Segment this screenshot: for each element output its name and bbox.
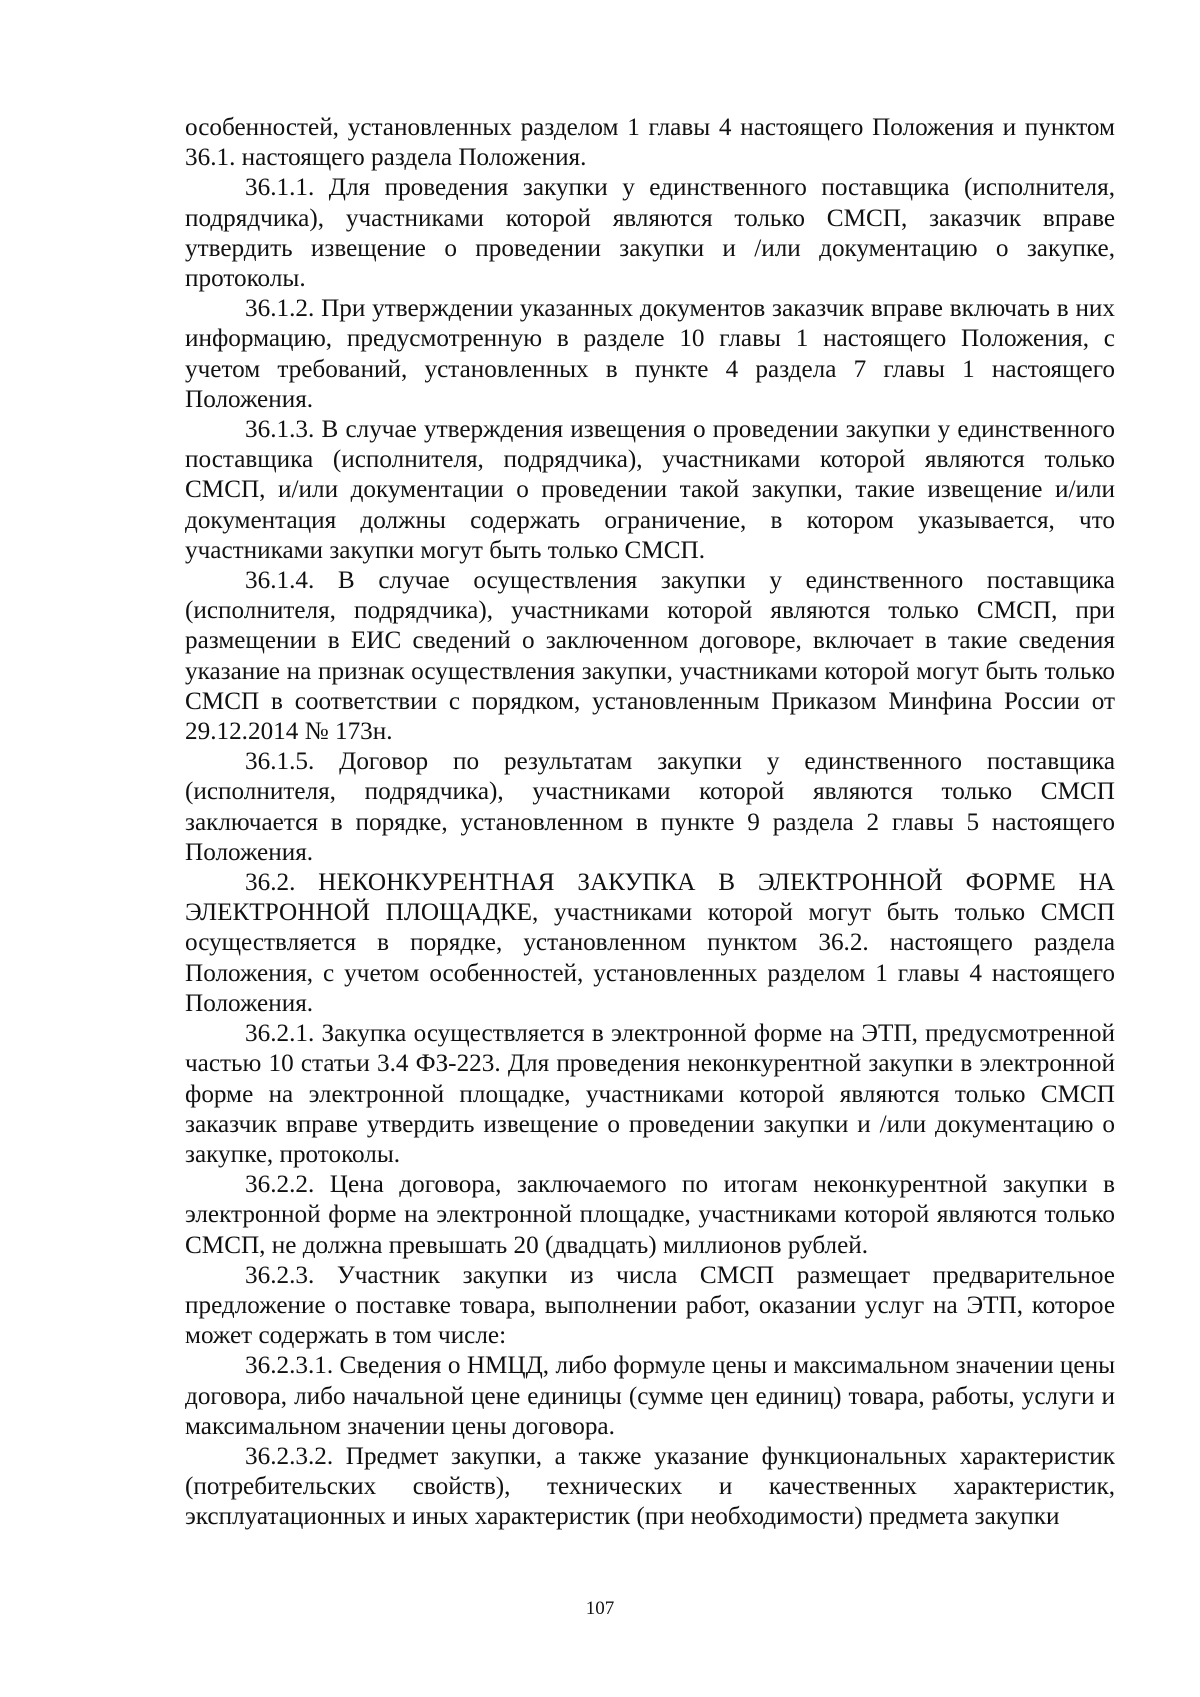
paragraph-36-2-3-2: 36.2.3.2. Предмет закупки, а также указание функциональных характеристик (потребительских свойств), технических и качественных характеристик, эксплуатационных и иных характеристик (при необходимости) предмета закупки: [185, 1442, 1115, 1531]
paragraph-continuation: особенностей, установленных разделом 1 главы 4 настоящего Положения и пунктом 36.1. настоящего раздела Положения.: [185, 114, 1115, 172]
document-body: [185, 113, 1115, 1533]
page-number: 107: [585, 1598, 615, 1619]
paragraph-36-2-2: 36.2.2. Цена договора, заключаемого по итогам неконкурентной закупки в электронной форме на электронной площадке, участниками которой являются только СМСП, не должна превышать 20 (двадцать) миллионов рублей.: [185, 1171, 1115, 1259]
paragraph-36-1-1: 36.1.1. Для проведения закупки у единственного поставщика (исполнителя, подрядчика), участниками которой являются только СМСП, заказчик вправе утвердить извещение о проведении закупки и /или документацию о закупке, протоколы.: [185, 174, 1115, 293]
paragraph-36-1-4: 36.1.4. В случае осуществления закупки у единственного поставщика (исполнителя, подрядчика), участниками которой являются только СМСП, при размещении в ЕИС сведений о заключенном договоре, включает в такие сведения указание на признак осуществления закупки, участниками которой могут быть только СМСП в соответствии с порядком, установленным Приказом Минфина России от 29.12.2014 № 173н.: [185, 567, 1115, 746]
paragraph-36-2-3: 36.2.3. Участник закупки из числа СМСП размещает предварительное предложение о поставке товара, выполнении работ, оказании услуг на ЭТП, которое может содержать в том числе:: [185, 1261, 1115, 1350]
paragraph-36-1-2: 36.1.2. При утверждении указанных документов заказчик вправе включать в них информацию, предусмотренную в разделе 10 главы 1 настоящего Положения, с учетом требований, установленных в пункте 4 раздела 7 главы 1 настоящего Положения.: [185, 295, 1115, 413]
paragraph-36-2-3-1: 36.2.3.1. Сведения о НМЦД, либо формуле цены и максимальном значении цены договора, либо начальной цене единицы (сумме цен единиц) товара, работы, услуги и максимальном значении цены договора.: [185, 1352, 1115, 1440]
paragraph-36-1-3: 36.1.3. В случае утверждения извещения о проведении закупки у единственного поставщика (исполнителя, подрядчика), участниками которой являются только СМСП, и/или документации о проведении такой закупки, такие извещение и/или документация должны содержать ограничение, в котором указывается, что участниками закупки могут быть только СМСП.: [185, 416, 1115, 564]
paragraph-36-1-5: 36.1.5. Договор по результатам закупки у единственного поставщика (исполнителя, подрядчика), участниками которой являются только СМСП заключается в порядке, установленном в пункте 9 раздела 2 главы 5 настоящего Положения.: [185, 748, 1115, 866]
paragraph-36-2-1: 36.2.1. Закупка осуществляется в электронной форме на ЭТП, предусмотренной частью 10 статьи 3.4 ФЗ-223. Для проведения неконкурентной закупки в электронной форме на электронной площадке, участниками которой являются только СМСП заказчик вправе утвердить извещение о проведении закупки и /или документацию о закупке, протоколы.: [185, 1020, 1115, 1168]
paragraph-36-2: 36.2. НЕКОНКУРЕНТНАЯ ЗАКУПКА В ЭЛЕКТРОННОЙ ФОРМЕ НА ЭЛЕКТРОННОЙ ПЛОЩАДКЕ, участниками которой могут быть только СМСП осуществляется в порядке, установленном пунктом 36.2. настоящего раздела Положения, с учетом особенностей, установленных разделом 1 главы 4 настоящего Положения.: [185, 869, 1115, 1017]
